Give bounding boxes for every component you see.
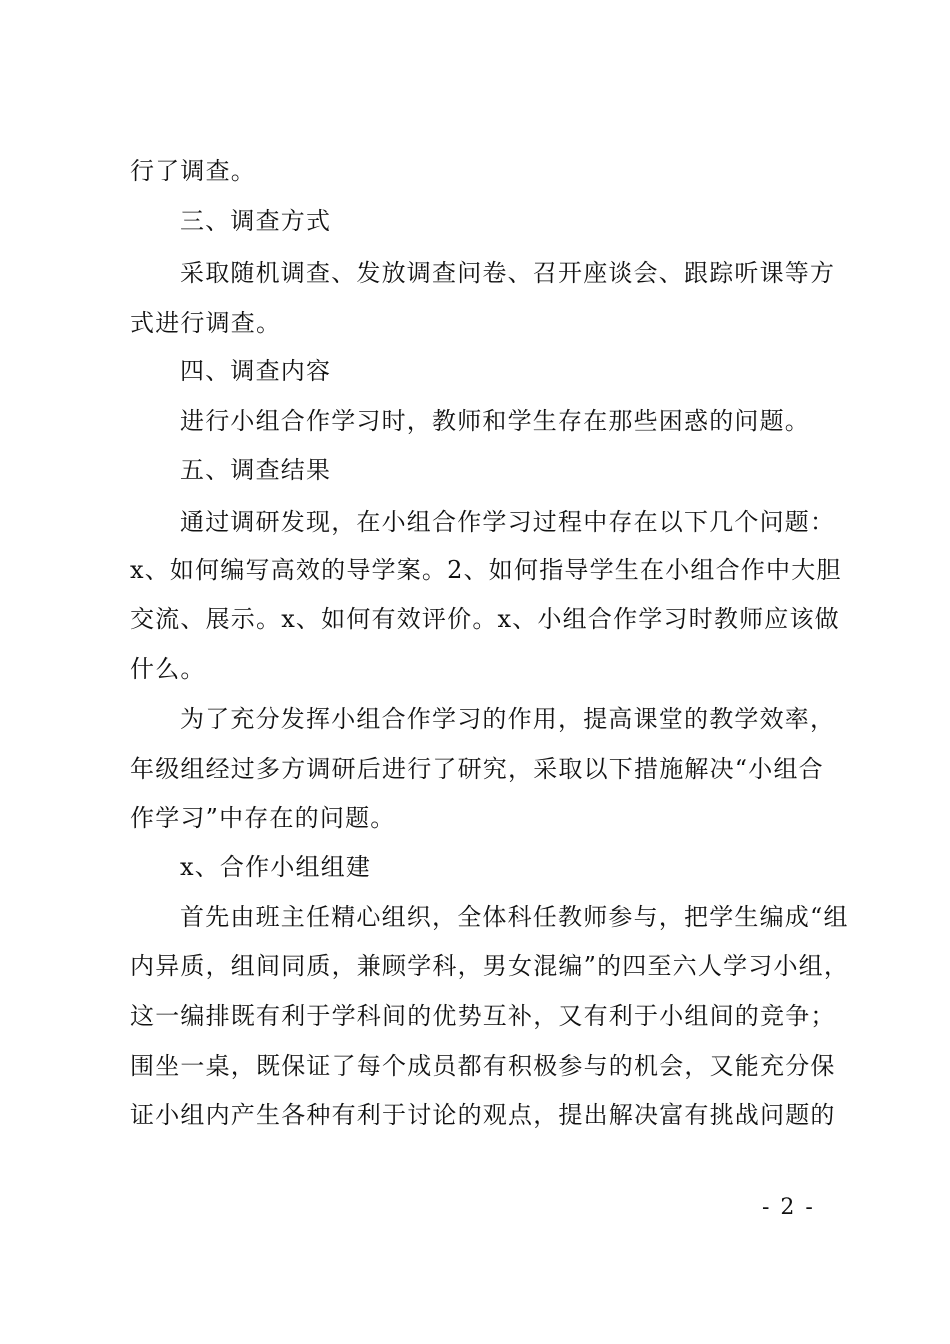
text-line: 采取随机调查、发放调查问卷、召开座谈会、跟踪听课等方 <box>180 259 836 287</box>
text-line: 作学习”中存在的问题。 <box>130 804 396 832</box>
text-line: 首先由班主任精心组织，全体科任教师参与，把学生编成“组 <box>180 903 849 931</box>
text-line: 这一编排既有利于学科间的优势互补，又有利于小组间的竞争； <box>130 1002 836 1030</box>
text-line: 围坐一桌，既保证了每个成员都有积极参与的机会，又能充分保 <box>130 1052 836 1080</box>
text-line: 内异质，组间同质，兼顾学科，男女混编”的四至六人学习小组， <box>130 952 850 980</box>
text-line: 行了调查。 <box>130 157 256 185</box>
section-heading: 五、调查结果 <box>180 456 332 484</box>
section-heading: x、合作小组组建 <box>180 853 372 881</box>
text-line: 进行小组合作学习时，教师和学生存在那些困惑的问题。 <box>180 407 810 435</box>
section-heading: 三、调查方式 <box>180 207 332 235</box>
text-line: 交流、展示。x、如何有效评价。x、小组合作学习时教师应该做 <box>130 605 840 633</box>
section-heading: 四、调查内容 <box>180 357 332 385</box>
text-line: x、如何编写高效的导学案。2、如何指导学生在小组合作中大胆 <box>130 556 842 584</box>
text-line: 通过调研发现，在小组合作学习过程中存在以下几个问题： <box>180 508 836 536</box>
text-line: 证小组内产生各种有利于讨论的观点，提出解决富有挑战问题的 <box>130 1101 836 1129</box>
text-line: 式进行调查。 <box>130 309 282 337</box>
page-number: - 2 - <box>762 1195 815 1220</box>
text-line: 为了充分发挥小组合作学习的作用，提高课堂的教学效率， <box>180 705 836 733</box>
text-line: 什么。 <box>130 655 206 683</box>
text-line: 年级组经过多方调研后进行了研究，采取以下措施解决“小组合 <box>130 755 824 783</box>
